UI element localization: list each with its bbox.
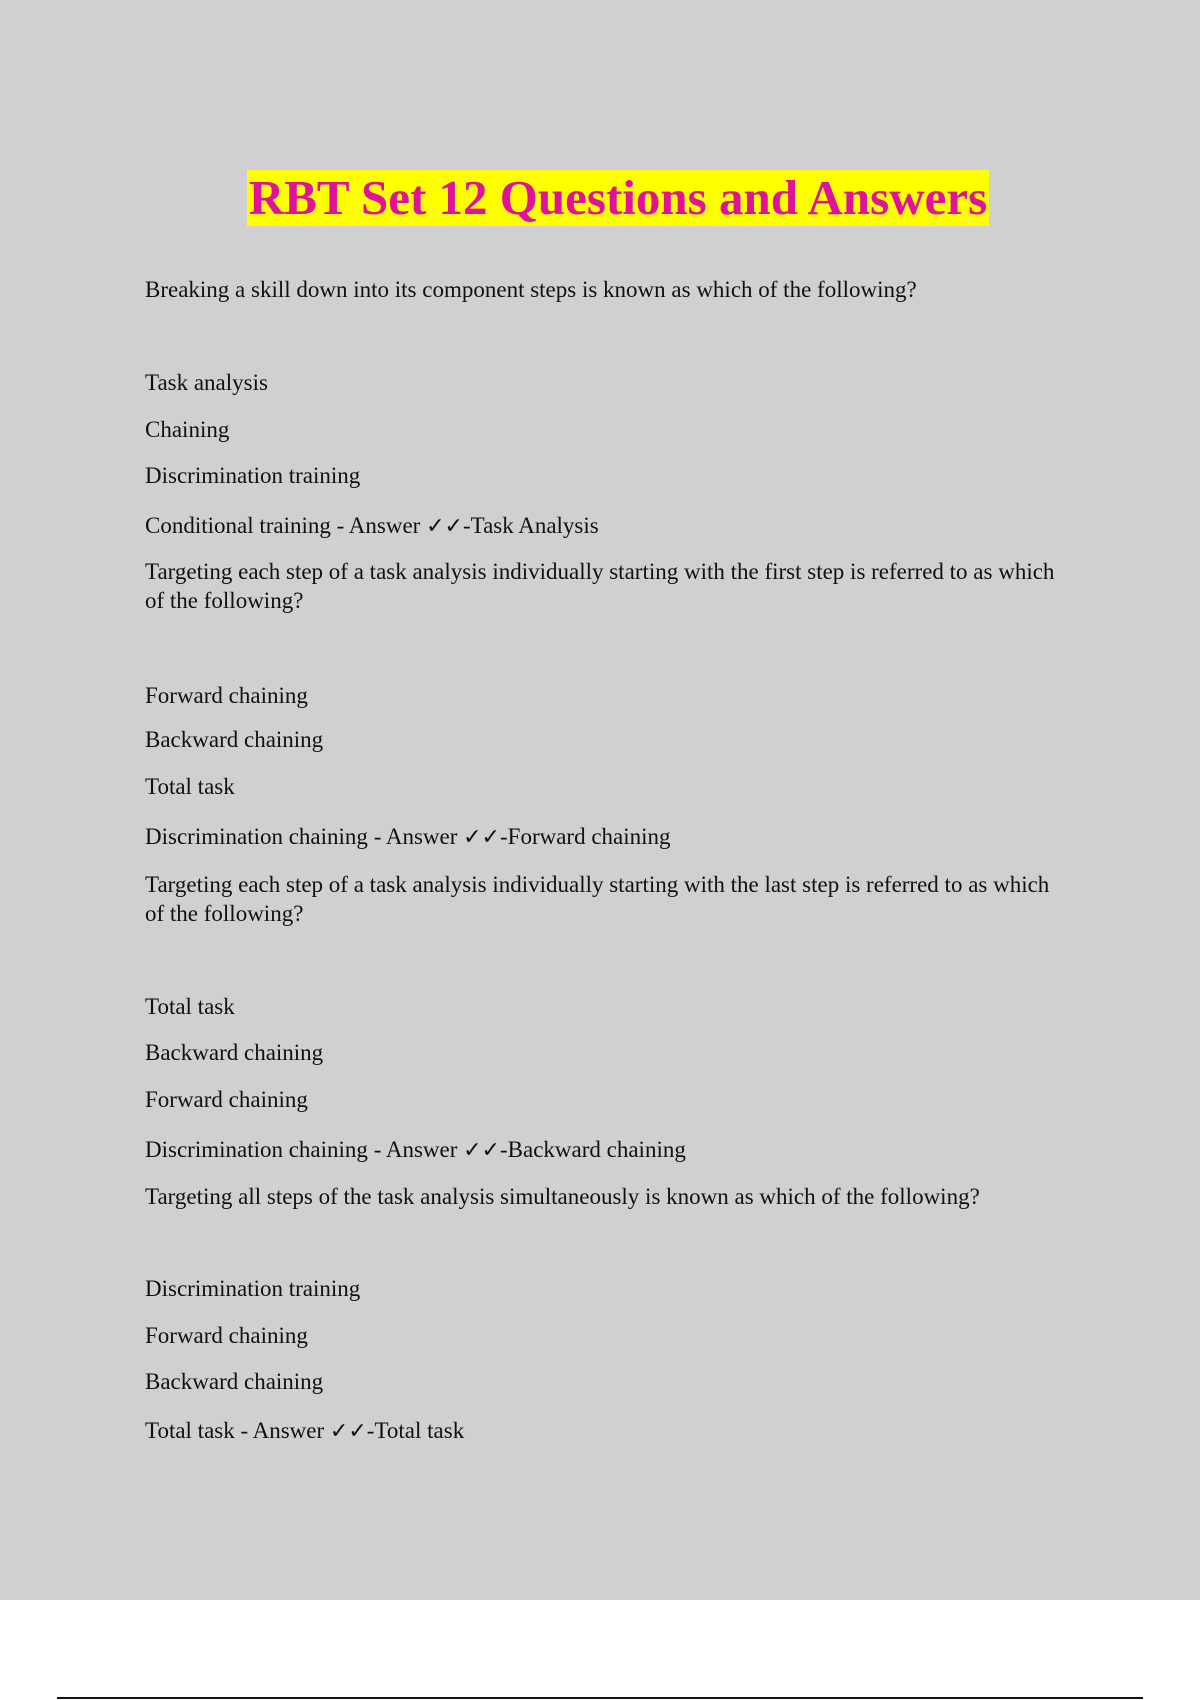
question-3-option-4: Discrimination chaining [145, 1137, 368, 1162]
question-3-answer: -Backward chaining [500, 1137, 686, 1162]
question-4-option-3: Backward chaining [145, 1369, 324, 1394]
question-4-text: Targeting all steps of the task analysis simultaneously is known as which of the following? [145, 1184, 980, 1209]
title-container [0, 170, 1200, 226]
double-check-icon: ✓✓ [329, 1419, 367, 1444]
question-2-option-1: Forward chaining [145, 683, 308, 708]
question-1-option-4: Conditional training [145, 513, 331, 538]
question-3-option-2: Backward chaining [145, 1040, 324, 1065]
question-2-option-3: Total task [145, 774, 235, 799]
question-2-answer-line [145, 822, 1055, 852]
question-4-option-4: Total task [145, 1418, 235, 1443]
question-4-option-1: Discrimination training [145, 1276, 361, 1301]
question-4-answer: -Total task [366, 1418, 465, 1443]
question-3-text: Targeting each step of a task analysis individually starting with the last step is referred to as which of the following? [145, 872, 1050, 926]
document-title: RBT Set 12 Questions and Answers [248, 170, 988, 225]
question-2-option-2: Backward chaining [145, 727, 324, 752]
question-1-option-2: Chaining [145, 417, 230, 442]
question-1-answer-line [145, 511, 1055, 541]
answer-prefix: - Answer [234, 1418, 330, 1443]
question-2-option-4: Discrimination chaining [145, 824, 368, 849]
page-bottom-margin [0, 1600, 1200, 1700]
question-3-option-1: Total task [145, 994, 235, 1019]
double-check-icon: ✓✓ [463, 1138, 500, 1163]
question-3-answer-line [145, 1135, 1055, 1165]
question-1-answer: -Task Analysis [462, 513, 599, 538]
answer-prefix: - Answer [367, 1137, 464, 1162]
question-3-option-3: Forward chaining [145, 1087, 308, 1112]
answer-prefix: - Answer [330, 513, 427, 538]
question-1-option-3: Discrimination training [145, 463, 361, 488]
double-check-icon: ✓✓ [426, 514, 463, 539]
question-2-text: Targeting each step of a task analysis individually starting with the first step is referred to as which of the following? [145, 559, 1055, 613]
question-1-option-1: Task analysis [145, 370, 268, 395]
answer-prefix: - Answer [367, 824, 464, 849]
question-1-text: Breaking a skill down into its component steps is known as which of the following? [145, 277, 917, 302]
question-4-option-2: Forward chaining [145, 1323, 308, 1348]
footer-divider [57, 1697, 1143, 1699]
question-2-answer: -Forward chaining [500, 824, 671, 849]
double-check-icon: ✓✓ [463, 825, 500, 850]
question-4-answer-line [145, 1416, 1055, 1446]
